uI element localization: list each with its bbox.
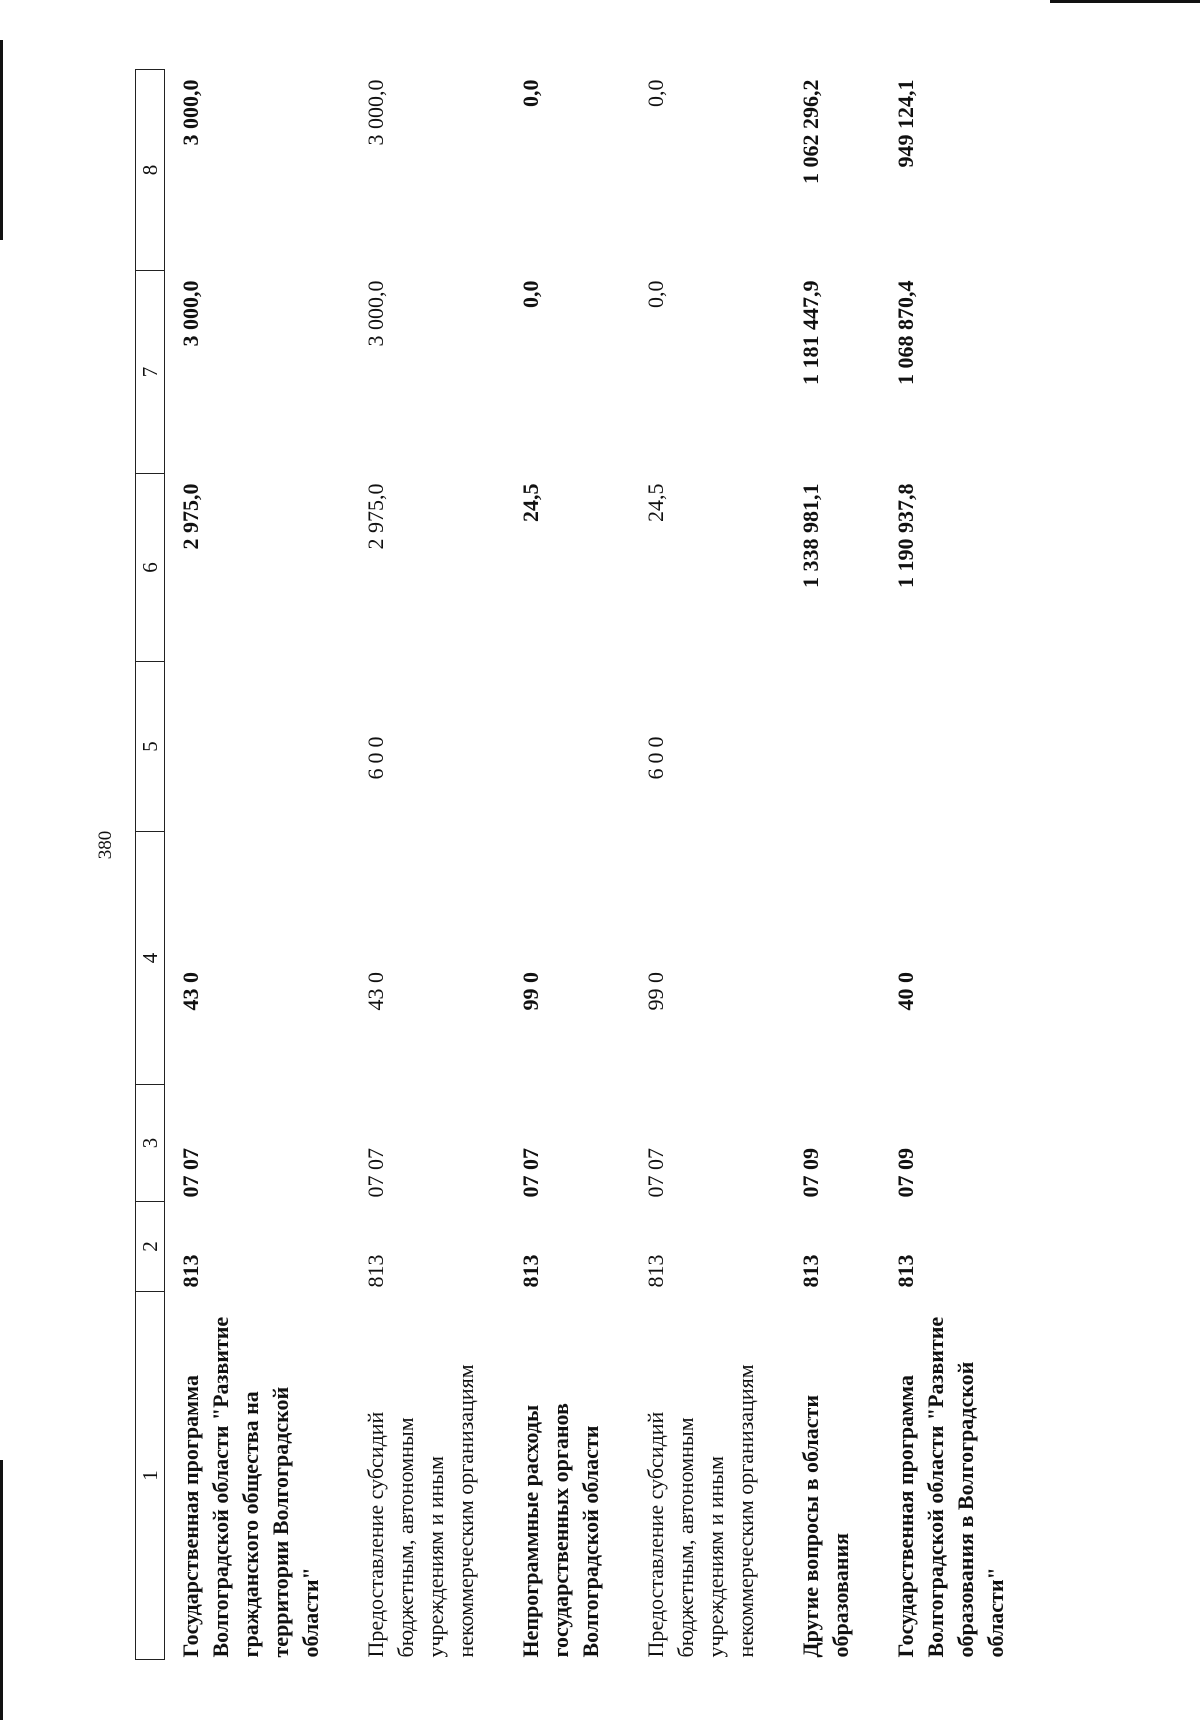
column-header: 6 xyxy=(136,474,165,662)
column-header: 5 xyxy=(136,662,165,832)
amount-col6: 1 338 981,1 xyxy=(798,483,823,588)
row-name: Непрограммные расходы государственных органов Волгоградской области xyxy=(518,1403,603,1658)
ministry-code: 813 xyxy=(363,1254,388,1288)
expense-type-code xyxy=(505,662,630,832)
target-article-code: 43 0 xyxy=(178,972,203,1011)
ministry-code: 813 xyxy=(178,1254,203,1288)
target-article-code: 40 0 xyxy=(893,972,918,1011)
section-code: 07 07 xyxy=(518,1148,543,1198)
amount-col8: 949 124,1 xyxy=(893,79,918,168)
amount-col8: 0,0 xyxy=(643,79,668,107)
section-code: 07 07 xyxy=(643,1148,668,1198)
amount-col7: 1 068 870,4 xyxy=(893,280,918,385)
amount-col8: 3 000,0 xyxy=(363,79,388,146)
amount-col7: 3 000,0 xyxy=(178,280,203,347)
target-article-code: 99 0 xyxy=(643,972,668,1011)
amount-col6: 2 975,0 xyxy=(178,483,203,550)
column-header: 7 xyxy=(136,271,165,474)
table-row xyxy=(630,70,785,1660)
scan-edge-mark xyxy=(0,1460,3,1720)
ministry-code: 813 xyxy=(798,1254,823,1288)
amount-col7: 0,0 xyxy=(643,280,668,308)
amount-col6: 2 975,0 xyxy=(363,483,388,550)
amount-col6: 24,5 xyxy=(518,483,543,522)
column-header: 8 xyxy=(136,70,165,271)
row-name: Государственная программа Волгоградской области "Развитие гражданского общества на территории Волгоградской области" xyxy=(178,1316,323,1658)
table-row xyxy=(165,70,351,1660)
section-code: 07 09 xyxy=(798,1148,823,1198)
section-code: 07 07 xyxy=(178,1148,203,1198)
table-header-row xyxy=(136,70,165,1660)
row-name: Предоставление субсидий бюджетным, автономным учреждениям и иным некоммерческим организациям xyxy=(363,1364,478,1658)
table-row xyxy=(880,70,1035,1660)
amount-col8: 3 000,0 xyxy=(178,79,203,146)
table-row xyxy=(505,70,630,1660)
ministry-code: 813 xyxy=(643,1254,668,1288)
table-row xyxy=(785,70,880,1660)
target-article-code: 99 0 xyxy=(518,972,543,1011)
page-number: 380 xyxy=(95,830,116,860)
scan-edge-mark xyxy=(0,40,3,240)
rotated-page xyxy=(135,70,1175,1660)
expense-type-code: 600 xyxy=(363,731,388,780)
column-header: 1 xyxy=(136,1292,165,1660)
amount-col7: 0,0 xyxy=(518,280,543,308)
column-header: 2 xyxy=(136,1202,165,1292)
amount-col8: 1 062 296,2 xyxy=(798,79,823,184)
amount-col8: 0,0 xyxy=(518,79,543,107)
amount-col6: 1 190 937,8 xyxy=(893,483,918,588)
row-name: Государственная программа Волгоградской области "Развитие образования в Волгоградской области" xyxy=(893,1316,1008,1658)
row-name: Другие вопросы в области образования xyxy=(798,1394,853,1658)
section-code: 07 09 xyxy=(893,1148,918,1198)
expense-type-code xyxy=(785,662,880,832)
table-row xyxy=(350,70,505,1660)
budget-table xyxy=(135,69,1035,1660)
expense-type-code xyxy=(880,662,1035,832)
section-code: 07 07 xyxy=(363,1148,388,1198)
scan-edge-mark xyxy=(1050,0,1200,3)
amount-col7: 3 000,0 xyxy=(363,280,388,347)
expense-type-code xyxy=(165,662,351,832)
amount-col7: 1 181 447,9 xyxy=(798,280,823,385)
amount-col6: 24,5 xyxy=(643,483,668,522)
ministry-code: 813 xyxy=(518,1254,543,1288)
expense-type-code: 600 xyxy=(643,731,668,780)
column-header: 4 xyxy=(136,832,165,1085)
ministry-code: 813 xyxy=(893,1254,918,1288)
target-article-code: 43 0 xyxy=(363,972,388,1011)
row-name: Предоставление субсидий бюджетным, автономным учреждениям и иным некоммерческим организациям xyxy=(643,1364,758,1658)
target-article-code xyxy=(785,832,880,1085)
column-header: 3 xyxy=(136,1085,165,1202)
